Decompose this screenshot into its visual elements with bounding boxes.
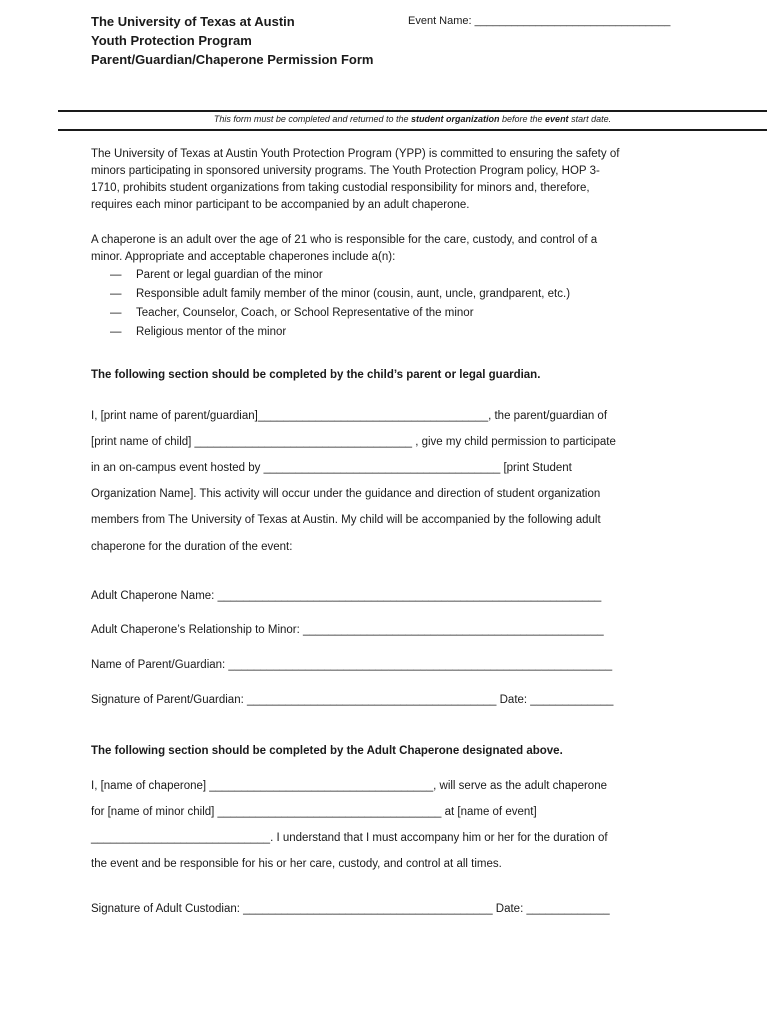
list-item-text: Teacher, Counselor, Coach, or School Representative of the minor bbox=[136, 307, 474, 319]
intro-line: requires each minor participant to be accompanied by an adult chaperone. bbox=[91, 199, 470, 211]
dash-bullet: — bbox=[110, 307, 122, 319]
intro-line: minors participating in sponsored university programs. The Youth Protection Program policy, HOP 3- bbox=[91, 165, 600, 177]
title-line-form-name: Parent/Guardian/Chaperone Permission Form bbox=[91, 52, 374, 67]
list-item-text: Responsible adult family member of the minor (cousin, aunt, uncle, grandparent, etc.) bbox=[136, 288, 571, 300]
intro-paragraph bbox=[91, 146, 691, 214]
notice-text-3: start date. bbox=[568, 114, 612, 124]
definition-line: A chaperone is an adult over the age of 21 who is responsible for the care, custody, and control of a bbox=[91, 234, 598, 246]
parent-consent-line[interactable]: in an on-campus event hosted by _____________________________________ [print Student bbox=[91, 462, 572, 474]
list-item bbox=[110, 307, 474, 319]
intro-line: 1710, prohibits student organizations from taking custodial responsibility for minors and, therefore, bbox=[91, 182, 590, 194]
notice-text-2: before the bbox=[499, 114, 546, 124]
parent-name-field[interactable]: Name of Parent/Guardian: ____________________________________________________________ bbox=[91, 659, 613, 671]
notice-bold-event: event bbox=[545, 114, 569, 124]
chaperone-section-heading: The following section should be completed by the Adult Chaperone designated above. bbox=[91, 745, 563, 757]
dash-bullet: — bbox=[110, 326, 122, 338]
intro-line: The University of Texas at Austin Youth Protection Program (YPP) is committed to ensuring the safety of bbox=[91, 148, 620, 160]
list-item bbox=[110, 269, 323, 281]
submission-notice bbox=[58, 114, 767, 124]
event-name-field[interactable]: Event Name: ________________________________ bbox=[408, 15, 671, 27]
parent-consent-line: Organization Name]. This activity will occur under the guidance and direction of student organization bbox=[91, 488, 601, 500]
parent-consent-line[interactable]: [print name of child] __________________________________ , give my child permission to participate bbox=[91, 436, 616, 448]
bottom-divider bbox=[58, 129, 767, 131]
list-item bbox=[110, 326, 286, 338]
list-item-text: Religious mentor of the minor bbox=[136, 326, 287, 338]
title-line-program: Youth Protection Program bbox=[91, 33, 252, 48]
dash-bullet: — bbox=[110, 269, 122, 281]
title-line-university: The University of Texas at Austin bbox=[91, 14, 295, 29]
adult-chaperone-name-field[interactable]: Adult Chaperone Name: ____________________________________________________________ bbox=[91, 590, 602, 602]
chaperone-definition bbox=[91, 232, 691, 266]
list-item bbox=[110, 288, 570, 300]
chaperone-agreement-line[interactable]: for [name of minor child] ___________________________________ at [name of event] bbox=[91, 806, 537, 818]
parent-signature-field[interactable]: Signature of Parent/Guardian: _______________________________________ Date: _____________ bbox=[91, 694, 614, 706]
chaperone-agreement-line: the event and be responsible for his or her care, custody, and control at all times. bbox=[91, 858, 502, 870]
parent-consent-line: members from The University of Texas at Austin. My child will be accompanied by the following adult bbox=[91, 514, 601, 526]
custodian-signature-field[interactable]: Signature of Adult Custodian: _______________________________________ Date: _____________ bbox=[91, 903, 610, 915]
top-divider bbox=[58, 110, 767, 112]
list-item-text: Parent or legal guardian of the minor bbox=[136, 269, 323, 281]
parent-section-heading: The following section should be completed by the child’s parent or legal guardian. bbox=[91, 369, 541, 381]
notice-text-1: This form must be completed and returned to the bbox=[213, 114, 411, 124]
chaperone-agreement-line[interactable]: I, [name of chaperone] ___________________________________, will serve as the adult chaperone bbox=[91, 780, 607, 792]
form-title bbox=[91, 12, 373, 69]
definition-line: minor. Appropriate and acceptable chaperones include a(n): bbox=[91, 251, 396, 263]
dash-bullet: — bbox=[110, 288, 122, 300]
chaperone-agreement-line[interactable]: ____________________________. I understand that I must accompany him or her for the duration of bbox=[91, 832, 608, 844]
notice-bold-organization: student organization bbox=[411, 114, 500, 124]
parent-consent-line: chaperone for the duration of the event: bbox=[91, 541, 293, 553]
chaperone-relationship-field[interactable]: Adult Chaperone’s Relationship to Minor: _______________________________________________ bbox=[91, 624, 604, 636]
parent-consent-line[interactable]: I, [print name of parent/guardian]____________________________________, the parent/guardian of bbox=[91, 410, 608, 422]
